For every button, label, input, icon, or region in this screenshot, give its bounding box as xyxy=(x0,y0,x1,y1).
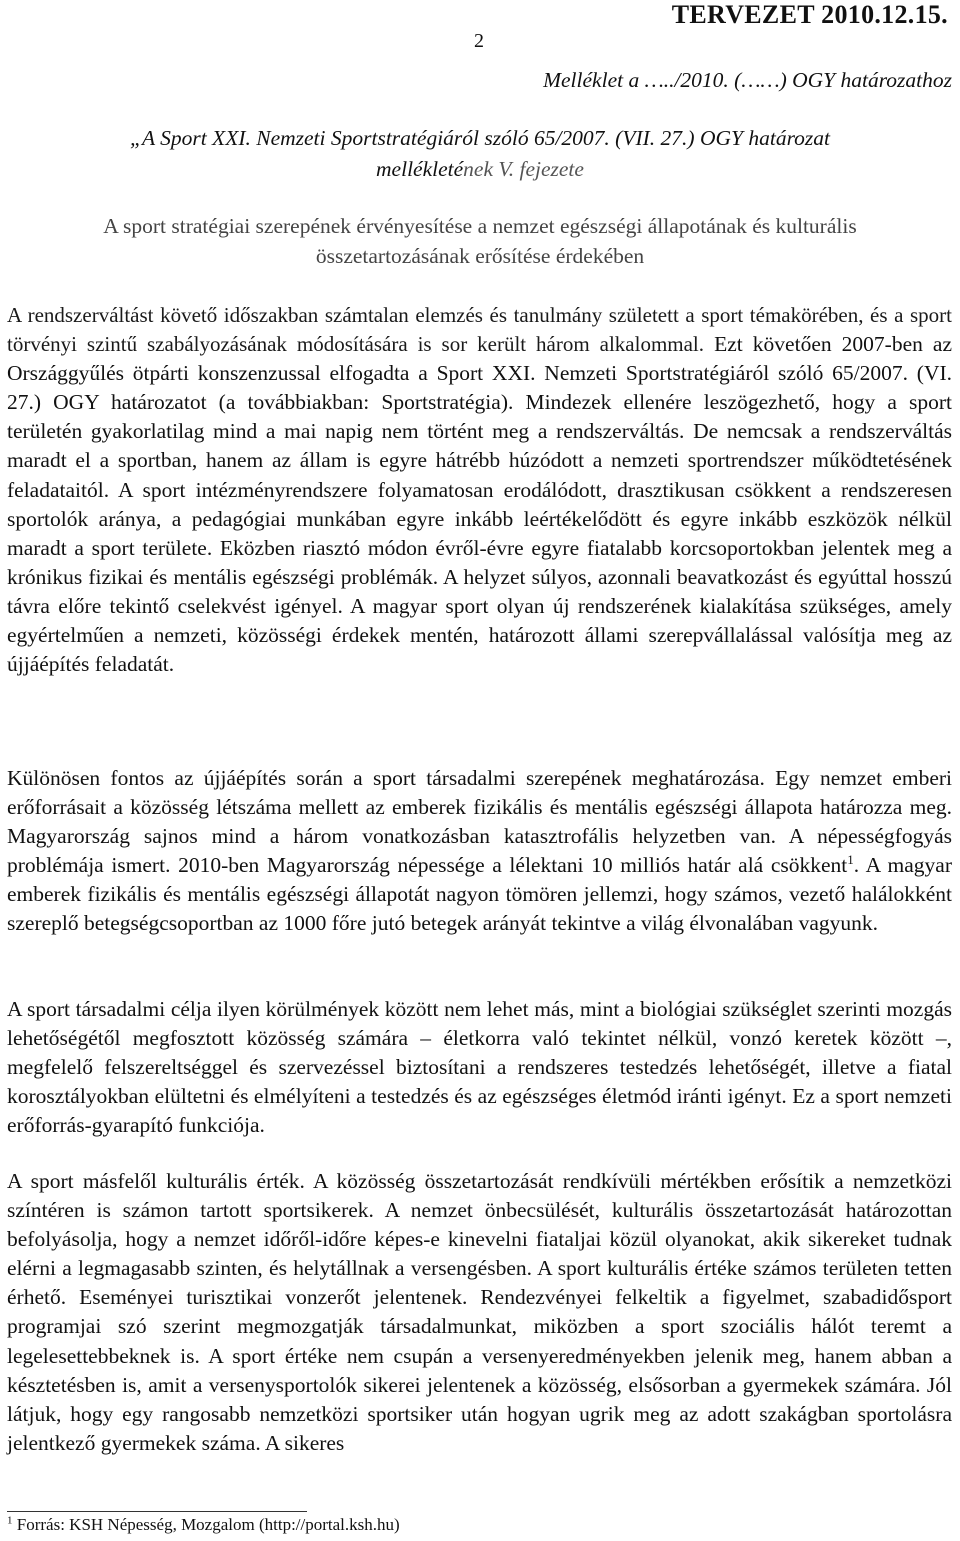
page-number: 2 xyxy=(474,30,484,52)
body-paragraph-3: A sport társadalmi célja ilyen körülmények között nem lehet más, mint a biológiai szükséglet szerinti mozgás lehetőségétől megfosztott közösség számára – életkorra való tekintet nélkül, vonzó keretek között –, megfelelő felszereltséggel és szervezéssel biztosítani a rendszeres testedzés lehetőségét, illetve a fiatal korosztályokban elültetni és elmélyíteni a testedzés és az egészséges életmód iránti igényt. Ez a sport nemzeti erőforrás-gyarapító funkciója. xyxy=(7,997,952,1138)
footnote-text: Forrás: KSH Népesség, Mozgalom (http://portal.ksh.hu) xyxy=(12,1515,400,1534)
resolution-line-2-a: mellékleté xyxy=(376,157,464,181)
body-paragraph-2 xyxy=(7,764,952,939)
footnote-separator xyxy=(7,1511,307,1512)
annex-line: Melléklet a …../2010. (……) OGY határozathoz xyxy=(543,68,952,92)
resolution-line-1: „A Sport XXI. Nemzeti Sportstratégiáról szóló 65/2007. (VII. 27.) OGY határozat xyxy=(130,126,830,150)
draft-label: TERVEZET 2010.12.15. xyxy=(671,0,948,29)
section-title-line-2: összetartozásának erősítése érdekében xyxy=(315,244,645,268)
section-title-line-1: A sport stratégiai szerepének érvényesítése a nemzet egészségi állapotának és kulturális xyxy=(103,214,857,238)
footnote xyxy=(7,1515,400,1535)
paragraph-1-part-b: Ezt követően 2007-ben az Országgyűlés ötpárti konszenzussal elfogadta a Sport XXI. Nemzeti Sportstratégiáról szóló 65/2007. (VI. 27.) OGY határozatot (a továbbiakban: Sportstratégia). Mindezek ellenére leszögezhető, hogy a sport területén gyakorlatilag mind a mai napig nem történt meg a rendszerváltás. De nemcsak a rendszerváltás maradt el a sportban, hanem az állam is egyre hátrébb húzódott a nemzeti sportrendszer működtetésének feladataitól. A sport intézményrendszere folyamatosan erodálódott, drasztikusan csökkent a rendszeresen sportolók aránya, a pedagógiai munkában egyre inkább leértékelődött és egyre inkább eszközök nélkül maradt a sport területe. Eközben riasztó módon évről-évre egyre fiatalabb korcsoportokban jelentek meg a krónikus fizikai és mentális egészségi problémák. A helyzet súlyos, azonnali beavatkozást és egyúttal hosszú távra előre tekintő cselekvést igényel. A magyar sport olyan új rendszerének kialakítása szükséges, amely egyértelműen a nemzeti, közösségi érdekek mentén, határozott állami szerepvállalással valósítja meg az újjáépítés feladatát. xyxy=(7,332,953,677)
paragraph-1-part-a: A rendszerváltást követő időszakban számtalan elemzés és tanulmány született a sport témakörében, és a sport törvényi szintű szabályozásának módosítására is sor került három alkalommal. xyxy=(7,303,952,357)
paragraph-2-part-b: . A magyar emberek fizikális és mentális egészségi állapotát nagyon tömören jellemzi, hogy számos, vezető halálokként szereplő betegségcsoportban az 1000 főre jutó betegek arányát tekintve a világ élvonalában vagyunk. xyxy=(7,853,953,936)
body-paragraph-1 xyxy=(7,301,952,679)
footnote-reference[interactable]: 1 xyxy=(847,852,854,868)
body-paragraph-4: A sport másfelől kulturális érték. A közösség összetartozását rendkívüli mértékben erősítik a nemzetközi színtéren is számon tartott sportsikerek. A nemzet önbecsülését, kulturális összetartozását határozottan befolyásolja, hogy a nemzet időről-időre képes-e kinevelni fiataljai közül olyanokat, akik sikereket tudnak elérni a legmagasabb szinten, és helytállnak a versengésben. A sport kulturális értéke számos területen tetten érhető. Eseményei turisztikai vonzerőt jelentenek. Rendezvényei felkeltik a figyelmet, szabadidősport programjai szó szerint megmozgatják társadalmunkat, miközben a sport szociális hálót teremt a legelesettebbeknek is. A sport értéke nem csupán a versenyeredményekben jelenik meg, hanem abban a késztetésben is, amit a versenysportolók sikerei jelentenek a közösség, elsősorban a gyermekek számára. Jól látjuk, hogy egy rangosabb nemzetközi sportsiker után hogyan ugrik meg az adott szakágban sportolásra jelentkező gyermekek száma. A sikeres xyxy=(7,1169,952,1455)
resolution-line-2 xyxy=(0,157,960,182)
footnote-marker: 1 xyxy=(7,1514,13,1527)
resolution-line-2-b: nek V. fejezete xyxy=(463,157,584,181)
paragraph-2-part-a: Különösen fontos az újjáépítés során a sport társadalmi szerepének meghatározása. Egy nemzet emberi erőforrásait a közösség létszáma mellett az emberek fizikális és mentális egészségi állapota határozza meg. Magyarország sajnos mind a három vonatkozásban katasztrofális helyzetben van. A népességfogyás problémája ismert. 2010-ben Magyarország népessége a lélektani 10 milliós határ alá csökkent xyxy=(7,766,952,878)
